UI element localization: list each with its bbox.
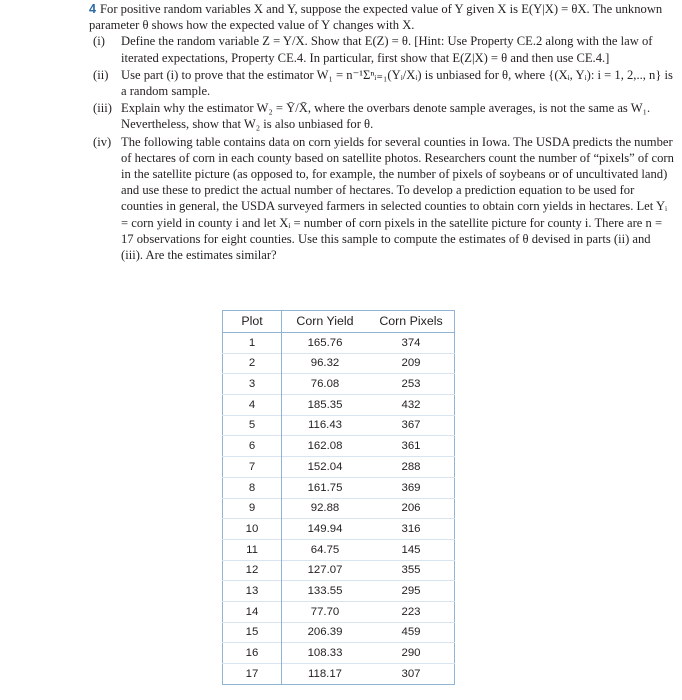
cell-plot: 17 bbox=[223, 664, 282, 685]
cell-corn-pixels: 307 bbox=[401, 667, 421, 680]
header-plot: Plot bbox=[223, 311, 282, 333]
cell-corn-yield: 77.70 bbox=[310, 605, 340, 618]
part-text: Define the random variable Z = Y/X. Show that E(Z) = θ. [Hint: Use Property CE.2 along with the law of iterated expectations, Property CE.4. In particular, first show that E(Z|X) = θ and then use CE.4.] bbox=[121, 34, 653, 65]
cell-corn-yield: 64.75 bbox=[310, 543, 340, 556]
cell-plot: 8 bbox=[223, 477, 282, 498]
table-row bbox=[223, 457, 455, 478]
cell-corn-yield: 127.07 bbox=[307, 564, 343, 577]
cell-corn-pixels: 432 bbox=[401, 398, 421, 411]
cell-corn-yield: 152.04 bbox=[307, 460, 343, 473]
cell-plot: 1 bbox=[223, 333, 282, 354]
cell-plot: 15 bbox=[223, 622, 282, 643]
table-row bbox=[223, 643, 455, 664]
table-row bbox=[223, 560, 455, 581]
problem-part bbox=[89, 134, 674, 264]
part-text: The following table contains data on corn yields for several counties in Iowa. The USDA predicts the number of hectares of corn in each county based on satellite photos. Researchers count the number of “pixels” of corn in the satellite picture (as opposed to, for example, the number of pixels of soybeans or of uncultivated land) and use these to predict the actual number of hectares. To develop a prediction equation to be used for counties in general, the USDA surveyed farmers in selected counties to obtain corn yields in hectares. Let Yᵢ = corn yield in county i and let Xᵢ = number of corn pixels in the satellite picture for county i. There are n = 17 observations for eight counties. Use this sample to compute the estimates of θ devised in parts (ii) and (iii). Are the estimates similar? bbox=[121, 134, 674, 263]
table-row bbox=[223, 395, 455, 416]
cell-plot: 10 bbox=[223, 519, 282, 540]
cell-corn-pixels: 288 bbox=[401, 460, 421, 473]
cell-corn-yield: 96.32 bbox=[310, 357, 340, 370]
cell-corn-pixels: 145 bbox=[401, 543, 421, 556]
cell-plot: 5 bbox=[223, 415, 282, 436]
header-corn-pixels: Corn Pixels bbox=[368, 311, 455, 333]
cell-plot: 14 bbox=[223, 601, 282, 622]
corn-data-table bbox=[222, 310, 455, 685]
part-label: (iii) bbox=[93, 101, 112, 116]
table-row bbox=[223, 601, 455, 622]
cell-plot: 16 bbox=[223, 643, 282, 664]
part-label: (i) bbox=[93, 34, 105, 49]
problem-intro bbox=[89, 1, 674, 33]
table-row bbox=[223, 498, 455, 519]
table-row bbox=[223, 539, 455, 560]
problem-part bbox=[89, 100, 674, 132]
cell-corn-yield: 162.08 bbox=[307, 440, 343, 453]
cell-corn-yield: 161.75 bbox=[307, 481, 343, 494]
table-row bbox=[223, 333, 455, 354]
problem-part bbox=[89, 33, 674, 65]
cell-corn-pixels: 223 bbox=[401, 605, 421, 618]
cell-corn-yield: 165.76 bbox=[307, 336, 343, 349]
cell-corn-pixels: 374 bbox=[401, 336, 421, 349]
cell-corn-pixels: 459 bbox=[401, 626, 421, 639]
part-text: Use part (i) to prove that the estimator W₁ = n⁻¹Σⁿᵢ₌₁(Yᵢ/Xᵢ) is unbiased for θ, where {(Xᵢ, Yᵢ): i = 1, 2,.., n} is a random sample. bbox=[121, 67, 673, 99]
cell-corn-pixels: 361 bbox=[401, 440, 421, 453]
problem-part bbox=[89, 67, 674, 99]
cell-plot: 11 bbox=[223, 539, 282, 560]
cell-corn-pixels: 355 bbox=[401, 564, 421, 577]
table-row bbox=[223, 436, 455, 457]
cell-corn-pixels: 369 bbox=[401, 481, 421, 494]
cell-corn-yield: 206.39 bbox=[307, 626, 343, 639]
part-label: (ii) bbox=[93, 67, 109, 82]
problem-parts bbox=[89, 33, 674, 263]
table-row bbox=[223, 374, 455, 395]
cell-corn-pixels: 295 bbox=[401, 584, 421, 597]
cell-corn-pixels: 316 bbox=[401, 522, 421, 535]
cell-corn-yield: 108.33 bbox=[307, 647, 343, 660]
cell-plot: 9 bbox=[223, 498, 282, 519]
cell-corn-yield: 92.88 bbox=[310, 502, 340, 515]
cell-corn-pixels: 206 bbox=[401, 502, 421, 515]
cell-plot: 3 bbox=[223, 374, 282, 395]
cell-corn-pixels: 209 bbox=[401, 357, 421, 370]
problem-4 bbox=[89, 1, 674, 264]
cell-plot: 4 bbox=[223, 395, 282, 416]
table-row bbox=[223, 353, 455, 374]
table-body bbox=[223, 333, 455, 685]
table-row bbox=[223, 415, 455, 436]
cell-corn-pixels: 290 bbox=[401, 647, 421, 660]
table-header-row bbox=[223, 311, 455, 333]
table-row bbox=[223, 664, 455, 685]
table-row bbox=[223, 622, 455, 643]
header-corn-yield: Corn Yield bbox=[282, 311, 369, 333]
problem-intro-text: For positive random variables X and Y, suppose the expected value of Y given X is E(Y|X) = θX. The unknown parameter θ shows how the expected value of Y changes with X. bbox=[89, 2, 663, 33]
cell-corn-yield: 118.17 bbox=[308, 667, 342, 680]
cell-plot: 6 bbox=[223, 436, 282, 457]
cell-corn-yield: 76.08 bbox=[310, 378, 340, 391]
part-label: (iv) bbox=[93, 134, 112, 149]
cell-plot: 7 bbox=[223, 457, 282, 478]
cell-corn-pixels: 367 bbox=[401, 419, 421, 432]
cell-corn-yield: 185.35 bbox=[307, 398, 343, 411]
cell-corn-yield: 133.55 bbox=[307, 584, 343, 597]
cell-plot: 12 bbox=[223, 560, 282, 581]
table-row bbox=[223, 519, 455, 540]
cell-corn-yield: 116.43 bbox=[308, 419, 342, 432]
table-row bbox=[223, 477, 455, 498]
cell-corn-pixels: 253 bbox=[401, 378, 421, 391]
table-row bbox=[223, 581, 455, 602]
problem-number: 4 bbox=[89, 2, 97, 16]
cell-plot: 13 bbox=[223, 581, 282, 602]
corn-data-table-wrapper bbox=[222, 310, 455, 685]
cell-corn-yield: 149.94 bbox=[307, 522, 343, 535]
cell-plot: 2 bbox=[223, 353, 282, 374]
part-text: Explain why the estimator W₂ = Ȳ/X̄, where the overbars denote sample averages, is not the same as W₁. Nevertheless, show that W₂ is also unbiased for θ. bbox=[121, 101, 651, 132]
